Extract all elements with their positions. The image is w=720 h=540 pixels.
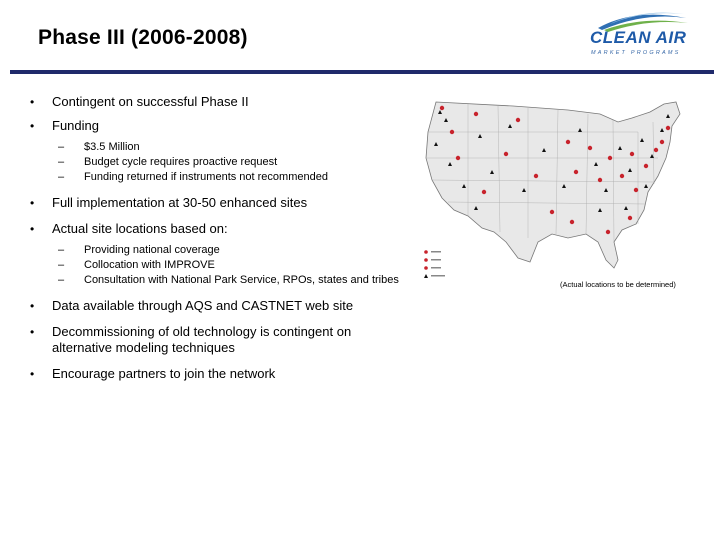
sub-bullet-item: – Funding returned if instruments not recommended <box>28 170 408 185</box>
bullet-list <box>28 94 408 382</box>
bullet-text: Decommissioning of old technology is contingent on alternative modeling techniques <box>52 324 352 355</box>
bullet-item <box>28 118 408 185</box>
sub-bullet-list <box>52 243 408 288</box>
bullet-item <box>28 366 408 382</box>
bullet-text: Contingent on successful Phase II <box>52 94 249 109</box>
logo-main-text: CLEAN AIR <box>590 28 687 47</box>
bullet-text: Actual site locations based on: <box>52 221 228 236</box>
map-legend <box>424 250 445 278</box>
sub-bullet-item: – Budget cycle requires proactive request <box>28 155 408 170</box>
bullet-item <box>28 221 408 288</box>
bullet-item <box>28 94 408 110</box>
sub-bullet-item: – Providing national coverage <box>28 243 408 258</box>
sub-bullet-list <box>52 140 408 185</box>
bullet-item <box>28 324 408 356</box>
sub-bullet-item: – Consultation with National Park Service, RPOs, states and tribes <box>28 273 408 288</box>
bullet-text: Full implementation at 30-50 enhanced sites <box>52 195 308 210</box>
bullet-item <box>28 298 408 314</box>
header-divider <box>10 70 714 74</box>
sub-bullet-item: – $3.5 Million <box>28 140 408 155</box>
logo-sub-text: MARKET PROGRAMS <box>591 50 681 56</box>
us-site-map <box>418 92 700 292</box>
bullet-text: Encourage partners to join the network <box>52 366 276 381</box>
bullet-text: Funding <box>52 118 99 133</box>
clean-air-logo <box>580 8 700 66</box>
sub-bullet-item: – Collocation with IMPROVE <box>28 258 408 273</box>
page-title: Phase III (2006-2008) <box>38 26 248 49</box>
map-caption: (Actual locations to be determined) <box>560 280 676 289</box>
bullet-item <box>28 195 408 211</box>
bullet-text: Data available through AQS and CASTNET web site <box>52 298 354 313</box>
